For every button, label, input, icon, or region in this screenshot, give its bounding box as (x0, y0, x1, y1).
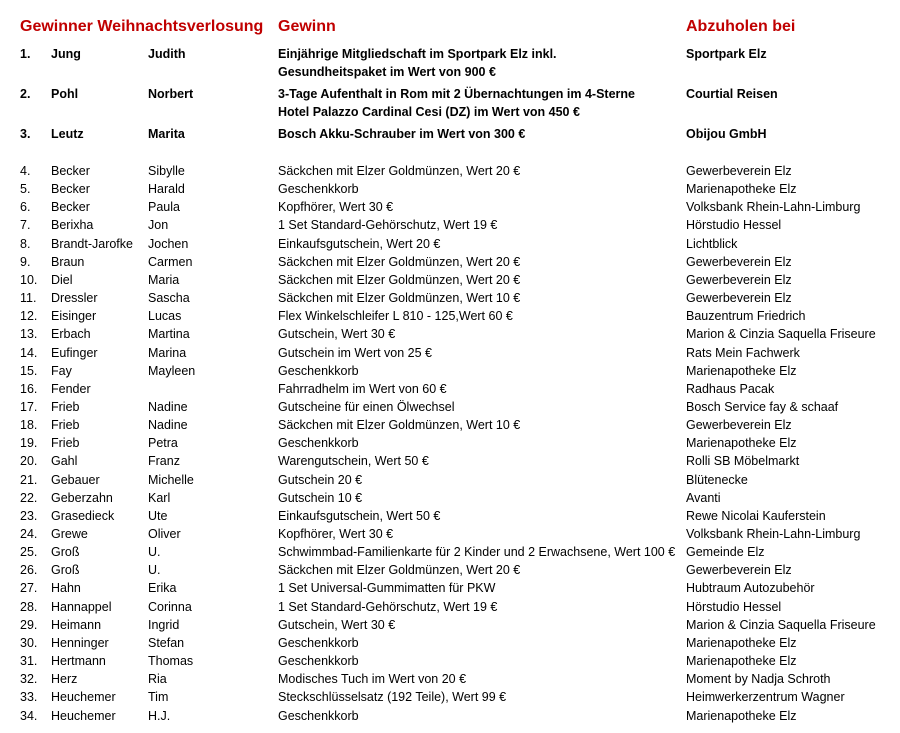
prize-line: Modisches Tuch im Wert von 20 € (278, 672, 467, 687)
prize-description (278, 253, 683, 271)
last-name: Henninger (51, 635, 109, 650)
first-name: Martina (148, 327, 190, 342)
prize-line: Säckchen mit Elzer Goldmünzen, Wert 20 € (278, 254, 521, 269)
rank: 14. (20, 345, 38, 360)
pickup-location: Hubtraum Autozubehör (686, 581, 815, 596)
last-name: Grewe (51, 527, 88, 541)
last-name: Hannappel (51, 599, 112, 614)
prize-line: Säckchen mit Elzer Goldmünzen, Wert 20 € (278, 563, 521, 578)
pickup-location: Bauzentrum Friedrich (686, 309, 806, 324)
last-name: Fay (51, 363, 72, 378)
pickup-location: Moment by Nadja Schroth (686, 672, 831, 687)
prize-line: Einjährige Mitgliedschaft im Sportpark Elz inkl. (278, 47, 557, 61)
prize-line: Gesundheitspaket im Wert von 900 € (278, 65, 496, 79)
prize-description (278, 507, 683, 525)
pickup-location: Rats Mein Fachwerk (686, 345, 800, 360)
rank: 8. (20, 236, 31, 251)
pickup-location: Gewerbeverein Elz (686, 418, 792, 433)
rank: 32. (20, 672, 38, 687)
rank: 6. (20, 200, 31, 215)
first-name: H.J. (148, 708, 171, 723)
prize-line: Säckchen mit Elzer Goldmünzen, Wert 20 € (278, 164, 521, 178)
prize-description (278, 45, 683, 81)
prize-line: Gutschein 10 € (278, 490, 363, 505)
prize-line: Steckschlüsselsatz (192 Teile), Wert 99 € (278, 690, 507, 705)
pickup-location: Sportpark Elz (686, 47, 767, 61)
rank: 10. (20, 272, 38, 287)
prize-line: Säckchen mit Elzer Goldmünzen, Wert 20 € (278, 272, 521, 287)
prize-line: Flex Winkelschleifer L 810 - 125,Wert 60 € (278, 309, 513, 324)
pickup-location: Volksbank Rhein-Lahn-Limburg (686, 200, 861, 215)
prize-line: Einkaufsgutschein, Wert 20 € (278, 236, 441, 251)
last-name: Frieb (51, 399, 80, 414)
prize-description (278, 471, 683, 489)
rank: 25. (20, 545, 38, 560)
pickup-location: Marienapotheke Elz (686, 654, 797, 669)
pickup-location: Radhaus Pacak (686, 381, 775, 396)
first-name: Jon (148, 218, 169, 233)
first-name: Ingrid (148, 617, 180, 632)
last-name: Erbach (51, 327, 91, 342)
prize-description (278, 525, 683, 543)
last-name: Heimann (51, 617, 102, 632)
pickup-location: Marion & Cinzia Saquella Friseure (686, 327, 876, 342)
first-name: Nadine (148, 399, 188, 414)
header-pickup: Abzuholen bei (686, 18, 796, 35)
first-name: Mayleen (148, 363, 196, 378)
last-name: Berixha (51, 218, 94, 233)
prize-line: 1 Set Standard-Gehörschutz, Wert 19 € (278, 599, 498, 614)
first-name: Ute (148, 508, 168, 523)
header-prize: Gewinn (278, 18, 336, 35)
prize-description (278, 235, 683, 253)
first-name: Petra (148, 436, 178, 451)
pickup-location: Marion & Cinzia Saquella Friseure (686, 617, 876, 632)
last-name: Leutz (51, 127, 84, 141)
last-name: Pohl (51, 87, 79, 101)
prize-description (278, 180, 683, 198)
header-winners: Gewinner Weihnachtsverlosung (20, 18, 264, 35)
pickup-location: Hörstudio Hessel (686, 218, 782, 233)
prize-line: Kopfhörer, Wert 30 € (278, 200, 394, 215)
rank: 5. (20, 182, 31, 197)
rank: 2. (20, 87, 31, 101)
last-name: Frieb (51, 436, 80, 451)
first-name: Oliver (148, 527, 181, 541)
rank: 9. (20, 254, 31, 269)
last-name: Frieb (51, 418, 80, 433)
prize-description (278, 670, 683, 688)
prize-line: Gutscheine für einen Ölwechsel (278, 399, 455, 414)
rank: 31. (20, 654, 38, 669)
prize-line: Hotel Palazzo Cardinal Cesi (DZ) im Wert von 450 € (278, 105, 580, 119)
prize-line: 1 Set Standard-Gehörschutz, Wert 19 € (278, 218, 498, 233)
prize-description (278, 561, 683, 579)
prize-description (278, 579, 683, 597)
prize-line: Schwimmbad-Familienkarte für 2 Kinder und 2 Erwachsene, Wert 100 € (278, 545, 676, 560)
first-name: Carmen (148, 254, 193, 269)
prize-line: Bosch Akku-Schrauber im Wert von 300 € (278, 127, 526, 141)
prize-description (278, 398, 683, 416)
prize-description (278, 489, 683, 507)
last-name: Fender (51, 381, 91, 396)
prize-description (278, 543, 683, 561)
last-name: Eisinger (51, 309, 97, 324)
prize-line: Gutschein im Wert von 25 € (278, 345, 433, 360)
last-name: Becker (51, 164, 90, 178)
rank: 18. (20, 418, 38, 433)
last-name: Hahn (51, 581, 81, 596)
rank: 21. (20, 472, 38, 487)
last-name: Gahl (51, 454, 78, 469)
rank: 34. (20, 708, 38, 723)
rank: 29. (20, 617, 38, 632)
first-name: Maria (148, 272, 180, 287)
rank: 33. (20, 690, 38, 705)
last-name: Herz (51, 672, 78, 687)
rank: 15. (20, 363, 38, 378)
prize-description (278, 452, 683, 470)
prize-line: 3-Tage Aufenthalt in Rom mit 2 Übernachtungen im 4-Sterne (278, 87, 635, 101)
prize-description (278, 688, 683, 706)
first-name: Karl (148, 490, 171, 505)
rank: 4. (20, 164, 31, 178)
first-name: Jochen (148, 236, 189, 251)
prize-description (278, 216, 683, 234)
pickup-location: Hörstudio Hessel (686, 599, 782, 614)
prize-description (278, 598, 683, 616)
first-name: Norbert (148, 87, 194, 101)
pickup-location: Bosch Service fay & schaaf (686, 399, 839, 414)
first-name: Judith (148, 47, 186, 61)
pickup-location: Blütenecke (686, 472, 748, 487)
prize-description (278, 707, 683, 725)
prize-line: Einkaufsgutschein, Wert 50 € (278, 508, 441, 523)
prize-line: Geschenkkorb (278, 654, 359, 669)
prize-description (278, 325, 683, 343)
prize-line: Geschenkkorb (278, 363, 359, 378)
rank: 13. (20, 327, 38, 342)
first-name: Corinna (148, 599, 192, 614)
rank: 28. (20, 599, 38, 614)
last-name: Eufinger (51, 345, 98, 360)
pickup-location: Lichtblick (686, 236, 738, 251)
rank: 1. (20, 47, 31, 61)
first-name: Marita (148, 127, 185, 141)
prize-description (278, 434, 683, 452)
first-name: U. (148, 545, 161, 560)
first-name: U. (148, 563, 161, 578)
pickup-location: Gemeinde Elz (686, 545, 765, 560)
prize-description (278, 634, 683, 652)
rank: 3. (20, 127, 31, 141)
pickup-location: Heimwerkerzentrum Wagner (686, 690, 845, 705)
rank: 17. (20, 399, 38, 414)
last-name: Grasedieck (51, 508, 115, 523)
prize-line: Säckchen mit Elzer Goldmünzen, Wert 10 € (278, 418, 521, 433)
last-name: Becker (51, 200, 90, 215)
pickup-location: Gewerbeverein Elz (686, 164, 792, 178)
rank: 7. (20, 218, 31, 233)
pickup-location: Rolli SB Möbelmarkt (686, 454, 800, 469)
prize-description (278, 362, 683, 380)
pickup-location: Marienapotheke Elz (686, 363, 797, 378)
rank: 27. (20, 581, 38, 596)
first-name: Paula (148, 200, 180, 215)
last-name: Diel (51, 272, 73, 287)
last-name: Geberzahn (51, 490, 113, 505)
last-name: Groß (51, 563, 80, 578)
prize-description (278, 125, 683, 143)
first-name: Thomas (148, 654, 194, 669)
prize-description (278, 85, 683, 121)
prize-description (278, 307, 683, 325)
rank: 19. (20, 436, 38, 451)
prize-line: Warengutschein, Wert 50 € (278, 454, 429, 469)
prize-description (278, 416, 683, 434)
last-name: Hertmann (51, 654, 106, 669)
pickup-location: Gewerbeverein Elz (686, 254, 792, 269)
pickup-location: Marienapotheke Elz (686, 708, 797, 723)
rank: 30. (20, 635, 38, 650)
prize-description (278, 271, 683, 289)
pickup-location: Marienapotheke Elz (686, 635, 797, 650)
rank: 23. (20, 508, 38, 523)
last-name: Groß (51, 545, 80, 560)
pickup-location: Avanti (686, 490, 721, 505)
first-name: Lucas (148, 309, 182, 324)
rank: 22. (20, 490, 38, 505)
prize-line: Geschenkkorb (278, 635, 359, 650)
last-name: Brandt-Jarofke (51, 236, 133, 251)
last-name: Gebauer (51, 472, 100, 487)
last-name: Becker (51, 182, 90, 197)
prize-line: Kopfhörer, Wert 30 € (278, 527, 394, 541)
first-name: Michelle (148, 472, 194, 487)
pickup-location: Courtial Reisen (686, 87, 778, 101)
prize-description (278, 344, 683, 362)
rank: 26. (20, 563, 38, 578)
first-name: Ria (148, 672, 167, 687)
prize-line: Geschenkkorb (278, 436, 359, 451)
first-name: Nadine (148, 418, 188, 433)
prize-line: Geschenkkorb (278, 708, 359, 723)
first-name: Erika (148, 581, 177, 596)
pickup-location: Rewe Nicolai Kauferstein (686, 508, 826, 523)
prize-description (278, 198, 683, 216)
prize-description (278, 616, 683, 634)
first-name: Harald (148, 182, 185, 197)
last-name: Braun (51, 254, 85, 269)
prize-line: Gutschein, Wert 30 € (278, 617, 396, 632)
pickup-location: Volksbank Rhein-Lahn-Limburg (686, 527, 861, 541)
last-name: Jung (51, 47, 81, 61)
prize-line: Geschenkkorb (278, 182, 359, 197)
prize-description (278, 289, 683, 307)
last-name: Heuchemer (51, 708, 116, 723)
prize-line: Säckchen mit Elzer Goldmünzen, Wert 10 € (278, 291, 521, 306)
pickup-location: Marienapotheke Elz (686, 436, 797, 451)
pickup-location: Gewerbeverein Elz (686, 291, 792, 306)
rank: 12. (20, 309, 38, 324)
pickup-location: Obijou GmbH (686, 127, 767, 141)
rank: 24. (20, 527, 38, 541)
pickup-location: Gewerbeverein Elz (686, 563, 792, 578)
first-name: Tim (148, 690, 169, 705)
last-name: Dressler (51, 291, 98, 306)
first-name: Sibylle (148, 164, 185, 178)
pickup-location: Gewerbeverein Elz (686, 272, 792, 287)
prize-line: 1 Set Universal-Gummimatten für PKW (278, 581, 496, 596)
prize-line: Gutschein 20 € (278, 472, 363, 487)
last-name: Heuchemer (51, 690, 116, 705)
first-name: Stefan (148, 635, 185, 650)
prize-line: Fahrradhelm im Wert von 60 € (278, 381, 447, 396)
rank: 16. (20, 381, 38, 396)
first-name: Franz (148, 454, 180, 469)
prize-description (278, 380, 683, 398)
rank: 20. (20, 454, 38, 469)
first-name: Sascha (148, 291, 190, 306)
prize-line: Gutschein, Wert 30 € (278, 327, 396, 342)
prize-description (278, 652, 683, 670)
pickup-location: Marienapotheke Elz (686, 182, 797, 197)
first-name: Marina (148, 345, 187, 360)
prize-description (278, 162, 683, 180)
rank: 11. (20, 291, 37, 306)
